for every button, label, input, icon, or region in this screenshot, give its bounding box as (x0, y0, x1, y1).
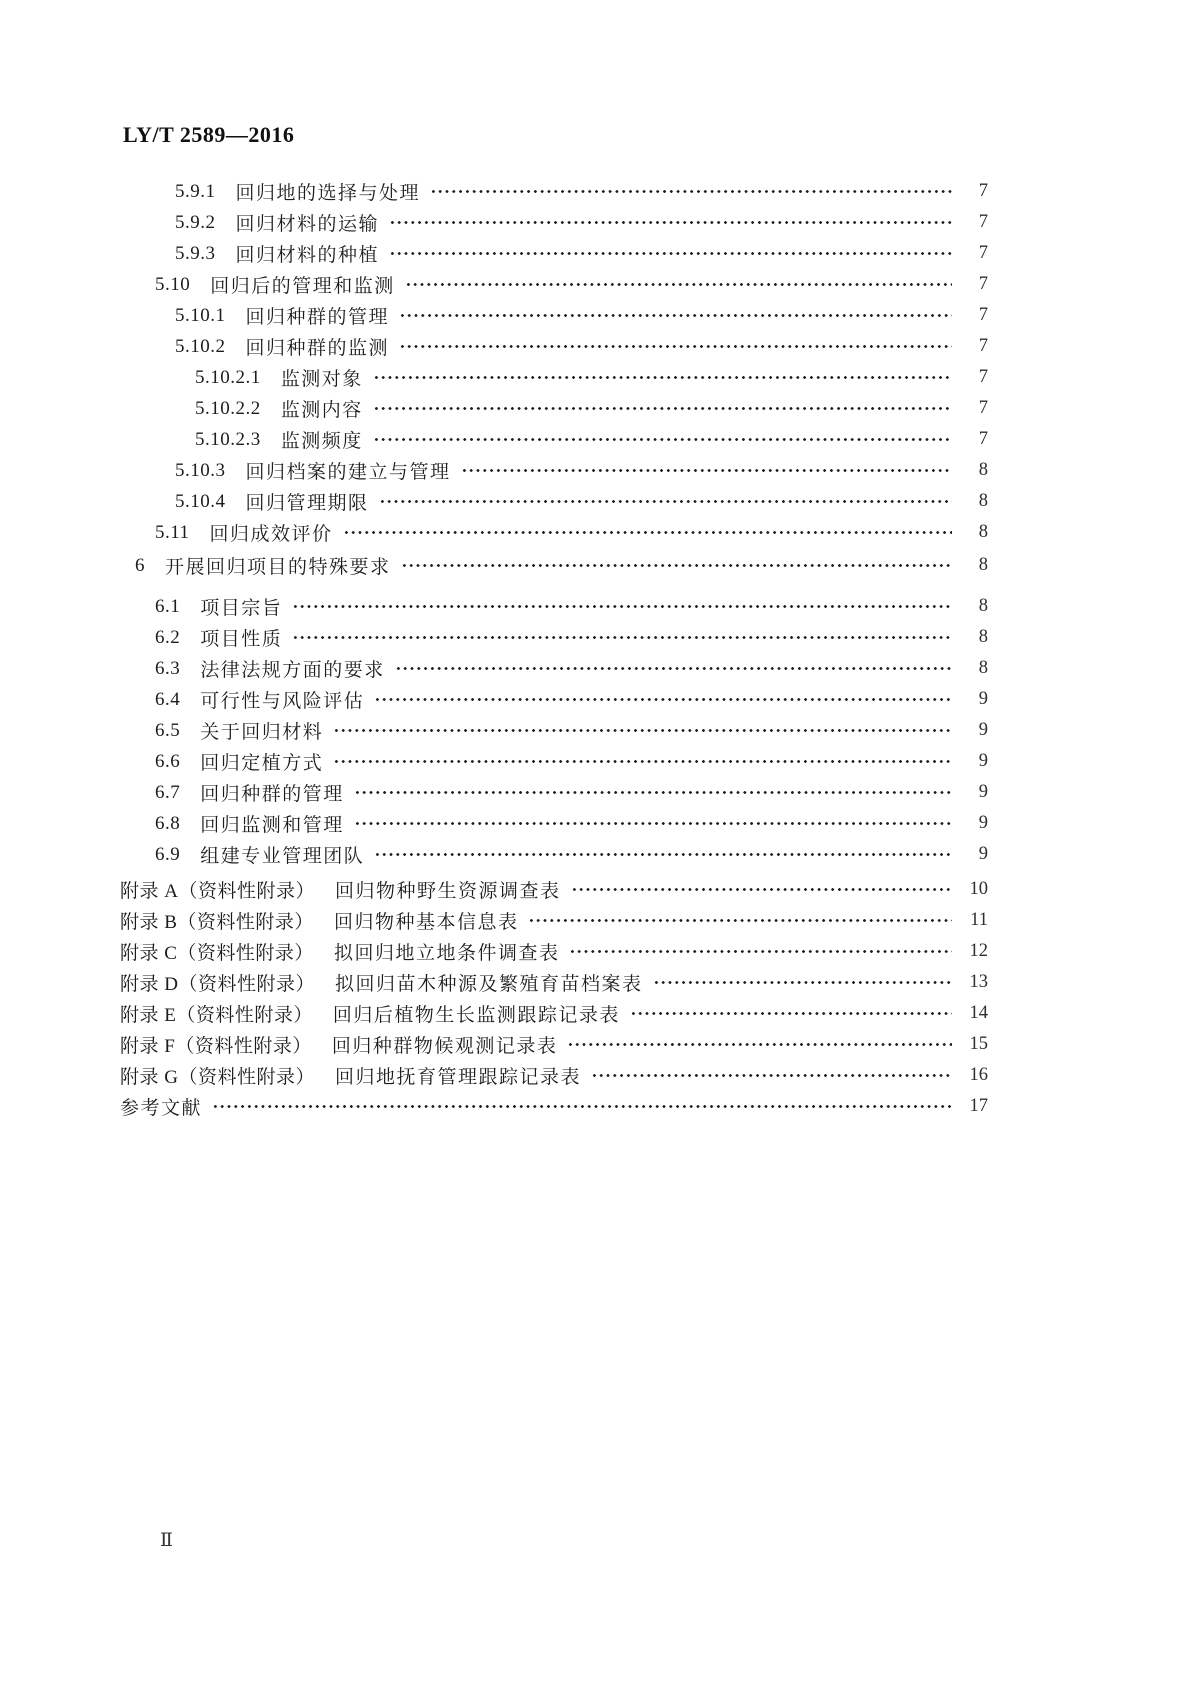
toc-entry (120, 486, 988, 517)
toc-entry-number: 5.10.2 (175, 335, 226, 357)
toc-dot-leader (567, 1041, 952, 1048)
toc-dot-leader (212, 1103, 952, 1110)
toc-entry-page: 13 (969, 972, 988, 992)
toc-entry-title: 回归监测和管理 (200, 815, 344, 836)
toc-entry-page: 12 (969, 941, 988, 961)
page-number-roman: Ⅱ (160, 1530, 173, 1551)
toc-entry (120, 808, 988, 839)
toc-dot-leader (373, 374, 952, 381)
toc-dot-leader (374, 696, 952, 703)
toc-entry-number: 6.6 (155, 750, 181, 772)
toc-dot-leader (569, 948, 952, 955)
toc-entry-number: 附录 G（资料性附录） (120, 1067, 315, 1088)
toc-entry-number: 附录 D（资料性附录） (120, 974, 315, 995)
toc-entry-title: 回归管理期限 (245, 493, 369, 514)
toc-entry-number: 6.5 (155, 719, 181, 741)
toc-entry (120, 207, 988, 238)
toc-entry-title: 参考文献 (120, 1098, 203, 1119)
toc-dot-leader (405, 281, 952, 288)
toc-entry-page: 7 (978, 305, 988, 325)
toc-entry-page: 8 (978, 460, 988, 480)
toc-entry-number: 6.9 (155, 843, 181, 865)
toc-dot-leader (653, 979, 953, 986)
toc-entry (120, 684, 988, 715)
toc-entry-page: 9 (978, 720, 988, 740)
toc-entry-title: 可行性与风险评估 (200, 691, 365, 712)
toc-entry-title: 回归种群的管理 (200, 784, 344, 805)
toc-entry-title: 监测频度 (280, 431, 363, 452)
toc-entry-page: 7 (978, 243, 988, 263)
toc-dot-leader (461, 467, 952, 474)
toc-entry-number: 附录 E（资料性附录） (120, 1005, 313, 1026)
toc-entry-number: 6.1 (155, 595, 181, 617)
toc-entry-title: 回归地抚育管理跟踪记录表 (334, 1067, 581, 1088)
toc-entry-title: 回归成效评价 (209, 524, 333, 545)
toc-entry (120, 1029, 988, 1060)
toc-entry-number: 6.2 (155, 626, 181, 648)
toc-entry-page: 9 (978, 813, 988, 833)
toc-entry-number: 5.10.3 (175, 459, 226, 481)
toc-dot-leader (399, 312, 952, 319)
toc-entry-page: 7 (978, 181, 988, 201)
toc-dot-leader (630, 1010, 952, 1017)
toc-entry-page: 7 (978, 212, 988, 232)
toc-entry (120, 777, 988, 808)
toc-dot-leader (591, 1072, 952, 1079)
toc-dot-leader (571, 886, 953, 893)
toc-entry (120, 1060, 988, 1091)
toc-entry-page: 7 (978, 367, 988, 387)
toc-dot-leader (528, 917, 952, 924)
toc-entry-title: 组建专业管理团队 (200, 846, 365, 867)
toc-entry-title: 回归种群物候观测记录表 (331, 1036, 558, 1057)
toc-entry-number: 附录 A（资料性附录） (120, 881, 315, 902)
toc-entry (120, 176, 988, 207)
toc-entry-page: 9 (978, 782, 988, 802)
toc-entry (120, 998, 988, 1029)
toc-dot-leader (373, 405, 952, 412)
toc-entry (120, 653, 988, 684)
toc-entry (120, 936, 988, 967)
toc-entry-number: 6.7 (155, 781, 181, 803)
toc-entry-number: 5.11 (155, 521, 190, 543)
toc-entry-page: 17 (969, 1096, 988, 1116)
toc-entry (120, 550, 988, 581)
toc-entry-title: 监测内容 (280, 400, 363, 421)
toc-entry-page: 9 (978, 844, 988, 864)
toc-entry-number: 6.4 (155, 688, 181, 710)
toc-dot-leader (430, 188, 952, 195)
toc-dot-leader (292, 634, 952, 641)
toc-entry-number: 6 (135, 554, 145, 576)
toc-entry (120, 393, 988, 424)
toc-entry (120, 967, 988, 998)
toc-entry-title: 关于回归材料 (200, 722, 324, 743)
toc-dot-leader (395, 665, 952, 672)
toc-entry (120, 874, 988, 905)
toc-entry-page: 14 (969, 1003, 988, 1023)
toc-entry-title: 项目性质 (200, 629, 283, 650)
toc-dot-leader (354, 820, 952, 827)
toc-entry-page: 8 (978, 658, 988, 678)
toc-entry-number: 5.10 (155, 273, 191, 295)
toc-entry-number: 5.9.2 (175, 211, 216, 233)
toc-entry-title: 监测对象 (280, 369, 363, 390)
toc-entry-page: 10 (969, 879, 988, 899)
toc-dot-leader (374, 851, 952, 858)
toc-entry-number: 附录 B（资料性附录） (120, 912, 314, 933)
toc-entry-number: 附录 F（资料性附录） (120, 1036, 312, 1057)
toc-entry-number: 6.8 (155, 812, 181, 834)
toc-entry-page: 16 (969, 1065, 988, 1085)
toc-entry-title: 回归后的管理和监测 (210, 276, 395, 297)
toc-dot-leader (401, 562, 952, 569)
toc-entry-page: 7 (978, 336, 988, 356)
table-of-contents (120, 176, 988, 1122)
toc-dot-leader (354, 789, 952, 796)
toc-entry (120, 622, 988, 653)
toc-dot-leader (333, 758, 952, 765)
toc-dot-leader (379, 498, 952, 505)
toc-entry-page: 9 (978, 751, 988, 771)
toc-entry-number: 5.10.1 (175, 304, 226, 326)
toc-entry-number: 6.3 (155, 657, 181, 679)
toc-entry-number: 5.9.1 (175, 180, 216, 202)
toc-entry-title: 法律法规方面的要求 (200, 660, 385, 681)
standard-number: LY/T 2589—2016 (123, 122, 295, 147)
toc-dot-leader (343, 529, 952, 536)
toc-entry (120, 905, 988, 936)
toc-entry-page: 7 (978, 274, 988, 294)
toc-entry (120, 715, 988, 746)
toc-entry (120, 331, 988, 362)
toc-entry-title: 回归档案的建立与管理 (245, 462, 451, 483)
toc-entry-page: 8 (978, 555, 988, 575)
toc-dot-leader (399, 343, 952, 350)
toc-entry-page: 8 (978, 522, 988, 542)
toc-entry-page: 7 (978, 429, 988, 449)
toc-entry-page: 15 (969, 1034, 988, 1054)
toc-entry-title: 项目宗旨 (200, 598, 283, 619)
toc-entry (120, 424, 988, 455)
toc-dot-leader (333, 727, 952, 734)
toc-entry-number: 附录 C（资料性附录） (120, 943, 314, 964)
toc-entry-number: 5.10.2.3 (195, 428, 261, 450)
toc-entry-title: 开展回归项目的特殊要求 (165, 557, 391, 578)
toc-entry-title: 回归物种基本信息表 (333, 912, 519, 933)
toc-entry (120, 1091, 988, 1122)
toc-entry (120, 455, 988, 486)
toc-entry-title: 回归定植方式 (200, 753, 324, 774)
toc-entry (120, 746, 988, 777)
toc-entry-title: 回归材料的运输 (235, 214, 380, 235)
toc-dot-leader (373, 436, 952, 443)
toc-entry (120, 269, 988, 300)
toc-entry-title: 回归种群的监测 (245, 338, 390, 359)
toc-entry-title: 拟回归苗木种源及繁殖育苗档案表 (334, 974, 643, 995)
toc-entry (120, 300, 988, 331)
toc-dot-leader (389, 219, 952, 226)
toc-entry-page: 8 (978, 596, 988, 616)
toc-entry-page: 8 (978, 491, 988, 511)
toc-entry-title: 回归种群的管理 (245, 307, 390, 328)
toc-entry-title: 回归物种野生资源调查表 (334, 881, 561, 902)
toc-entry (120, 362, 988, 393)
toc-entry-page: 9 (978, 689, 988, 709)
toc-entry-title: 回归后植物生长监测跟踪记录表 (332, 1005, 620, 1026)
toc-entry-number: 5.10.2.2 (195, 397, 261, 419)
toc-entry-title: 回归材料的种植 (235, 245, 380, 266)
toc-entry (120, 591, 988, 622)
toc-entry-number: 5.9.3 (175, 242, 216, 264)
toc-entry-page: 7 (978, 398, 988, 418)
toc-entry-number: 5.10.4 (175, 490, 226, 512)
toc-entry-number: 5.10.2.1 (195, 366, 261, 388)
toc-dot-leader (389, 250, 952, 257)
toc-entry-page: 11 (970, 910, 988, 930)
toc-entry-title: 回归地的选择与处理 (235, 183, 421, 204)
toc-entry (120, 517, 988, 548)
toc-entry (120, 238, 988, 269)
toc-entry-page: 8 (978, 627, 988, 647)
toc-entry-title: 拟回归地立地条件调查表 (333, 943, 560, 964)
toc-dot-leader (292, 603, 952, 610)
toc-entry (120, 839, 988, 870)
